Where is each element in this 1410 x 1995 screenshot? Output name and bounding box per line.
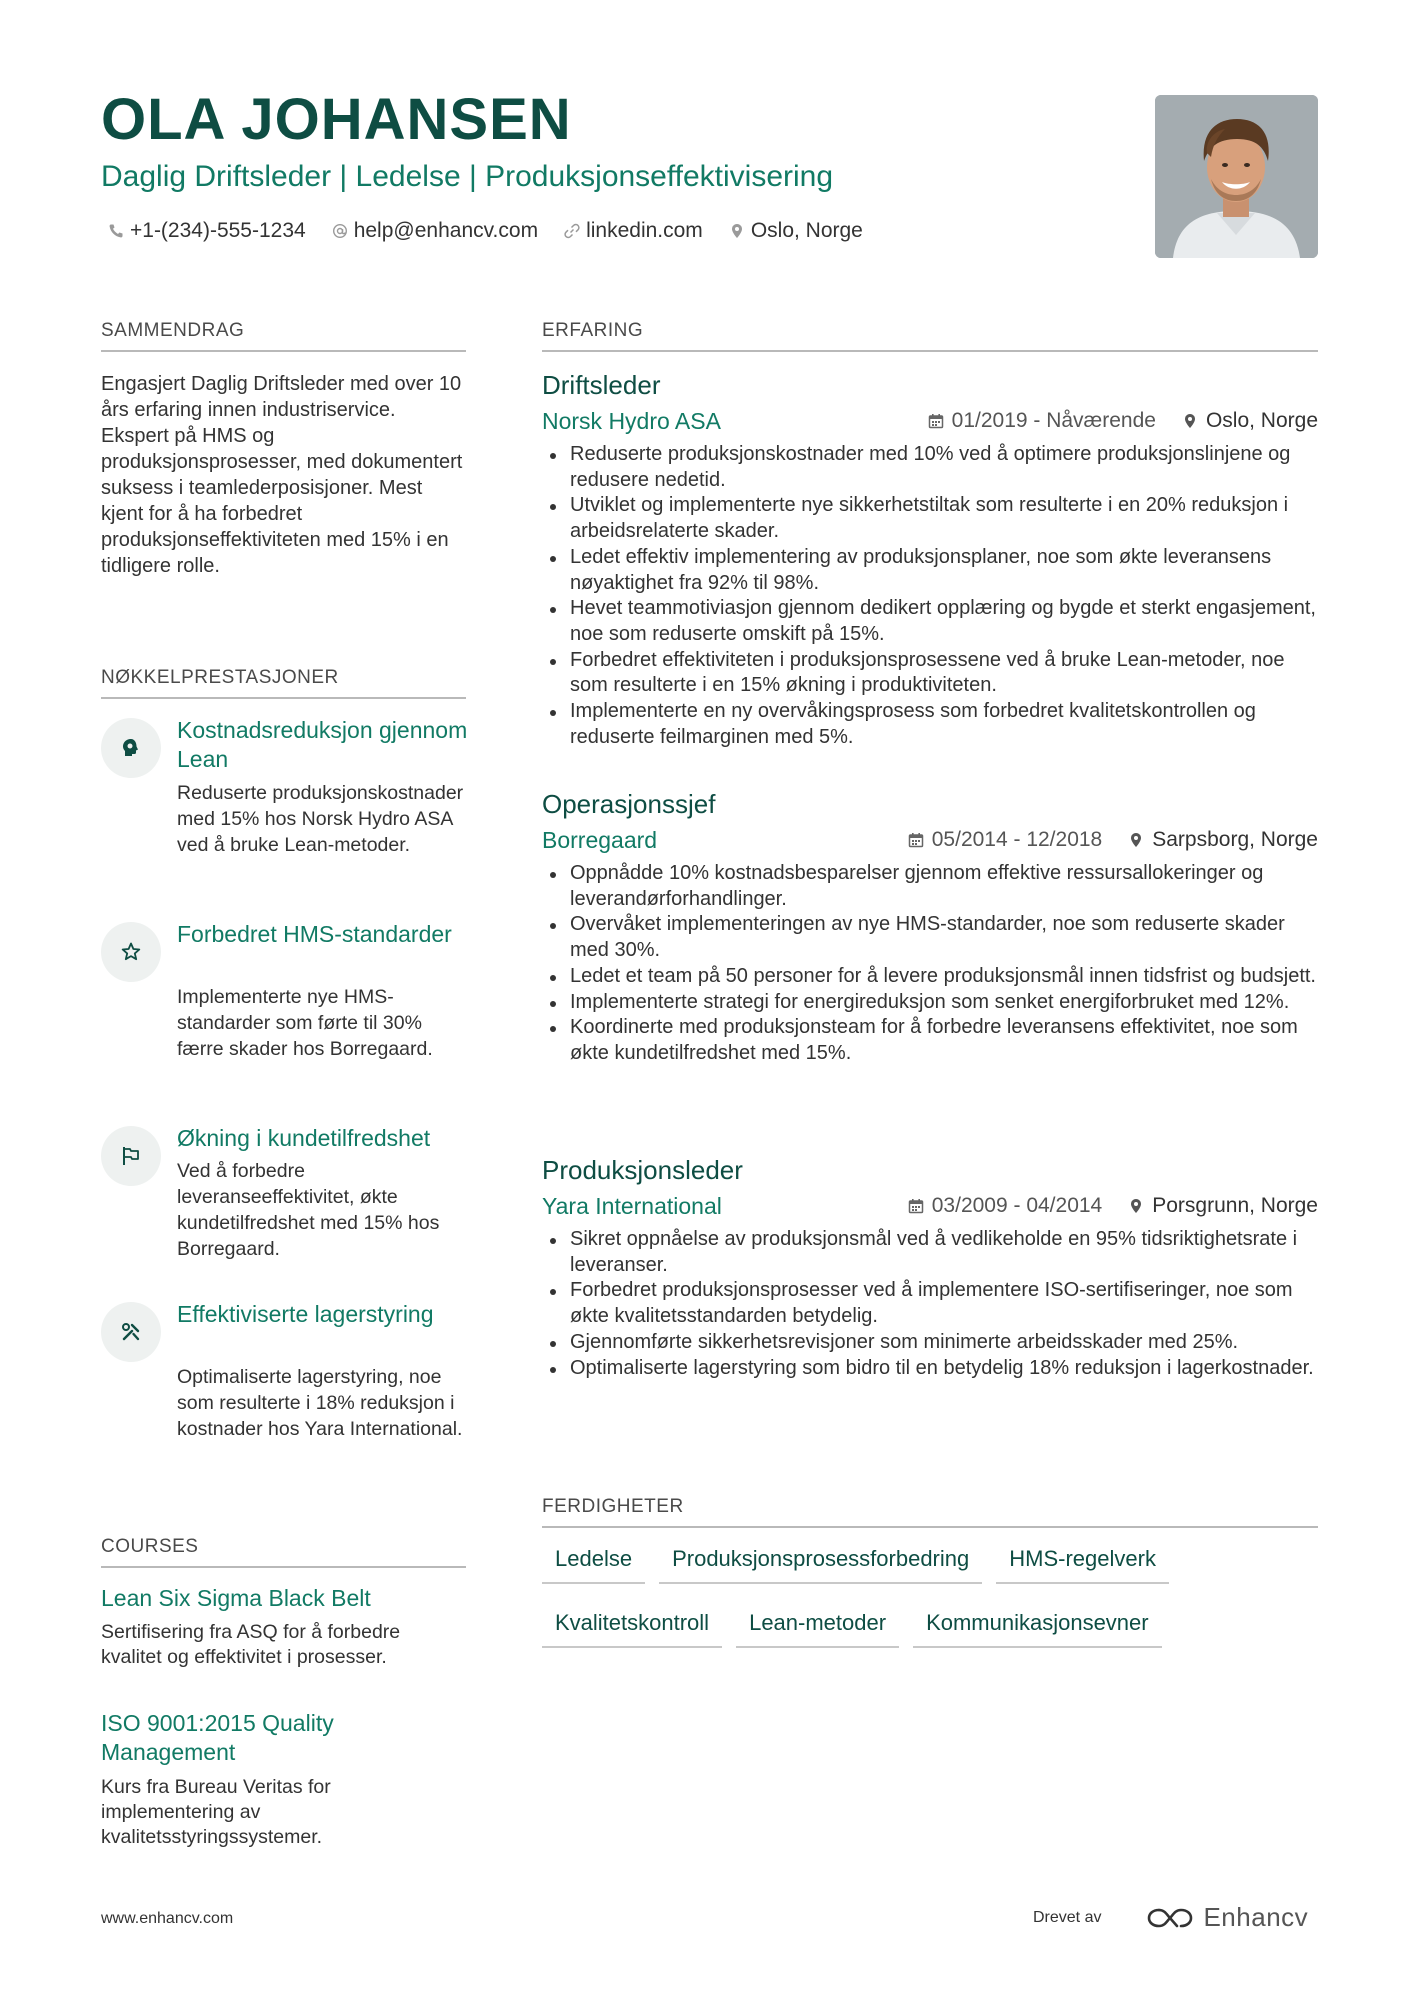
calendar-icon (928, 413, 944, 429)
brand-logo[interactable] (1147, 1902, 1308, 1933)
skill-tag: Kvalitetskontroll (542, 1604, 722, 1648)
bullet-item: Utviklet og implementerte nye sikkerhetstiltak som resulterte i en 20% reduksjon i arbeidsrelaterte skader. (542, 493, 1318, 544)
location-pin-icon (729, 223, 745, 239)
course-desc: Kurs fra Bureau Veritas for implementering av kvalitetsstyringssystemer. (101, 1776, 331, 1848)
achievement-title: Kostnadsreduksjon gjennom Lean (177, 717, 468, 772)
job-dates: 01/2019 - Nåværende (951, 409, 1156, 432)
bullet-item: Sikret oppnåelse av produksjonsmål ved å vedlikeholde en 95% tidsriktighetsrate i leveranser. (542, 1227, 1318, 1278)
job-location: Oslo, Norge (1205, 409, 1318, 432)
bullet-item: Overvåket implementeringen av nye HMS-standarder, noe som reduserte skader med 30%. (542, 912, 1318, 963)
skill-tag: HMS-regelverk (996, 1540, 1169, 1584)
summary-heading: SAMMENDRAG (101, 320, 466, 352)
job-company: Norsk Hydro ASA (542, 408, 721, 434)
job-bullets (542, 442, 1318, 750)
achievement-item (101, 1300, 466, 1470)
calendar-icon (908, 1198, 924, 1214)
bullet-item: Implementerte en ny overvåkingsprosess som forbedret kvalitetskontrollen og reduserte feilmarginen med 5%. (542, 699, 1318, 750)
bullet-item: Implementerte strategi for energireduksjon som senket energiforbruket med 12%. (542, 990, 1318, 1016)
contact-linkedin[interactable] (564, 219, 703, 243)
profile-photo (1155, 95, 1318, 258)
brand-name: Enhancv (1203, 1902, 1309, 1932)
powered-by-label: Drevet av (1033, 1908, 1102, 1926)
location-text: Oslo, Norge (750, 219, 863, 242)
bullet-item: Reduserte produksjonskostnader med 10% ved å optimere produksjonslinjene og redusere nedetid. (542, 442, 1318, 493)
course-title: ISO 9001:2015 Quality Management (101, 1710, 334, 1765)
course-desc: Sertifisering fra ASQ for å forbedre kvalitet og effektivitet i prosesser. (101, 1621, 401, 1668)
bullet-item: Ledet effektiv implementering av produksjonsplaner, noe som økte leveransens nøyaktighet fra 92% til 98%. (542, 545, 1318, 596)
achievement-desc: Optimaliserte lagerstyring, noe som resulterte i 18% reduksjon i kostnader hos Yara International. (177, 1366, 463, 1440)
phone-icon (108, 223, 124, 239)
skill-tag: Kommunikasjonsevner (913, 1604, 1162, 1648)
job-bullets (542, 861, 1318, 1067)
link-icon (564, 223, 580, 239)
achievement-desc: Implementerte nye HMS-standarder som førte til 30% færre skader hos Borregaard. (177, 986, 433, 1060)
achievements-heading: NØKKELPRESTASJONER (101, 667, 466, 699)
job-title: Produksjonsleder (542, 1155, 743, 1185)
footer-branding (1033, 1902, 1308, 1933)
candidate-headline: Daglig Driftsleder | Ledelse | Produksjonseffektivisering (101, 160, 834, 193)
job-entry (542, 789, 1318, 1119)
contact-phone[interactable] (108, 219, 306, 243)
avatar-illustration (1155, 95, 1318, 258)
skill-tag: Ledelse (542, 1540, 645, 1584)
achievement-item (101, 716, 466, 886)
job-title: Driftsleder (542, 370, 661, 400)
location-pin-icon (1182, 413, 1198, 429)
courses-heading: COURSES (101, 1536, 466, 1568)
bullet-item: Hevet teammotiviasjon gjennom dedikert opplæring og bygde et sterkt engasjement, noe som reduserte omskift på 15%. (542, 596, 1318, 647)
linkedin-text: linkedin.com (586, 219, 703, 242)
contact-location (729, 219, 863, 243)
at-icon (332, 223, 348, 239)
contact-email[interactable] (332, 219, 538, 243)
job-dates: 03/2009 - 04/2014 (931, 1194, 1103, 1217)
achievement-desc: Reduserte produksjonskostnader med 15% hos Norsk Hydro ASA ved å bruke Lean-metoder. (177, 782, 464, 856)
skills-list (542, 1540, 1318, 1668)
achievement-title: Effektiviserte lagerstyring (177, 1301, 434, 1327)
achievement-title: Forbedret HMS-standarder (177, 921, 452, 947)
candidate-name: OLA JOHANSEN (101, 87, 572, 152)
skill-tag: Lean-metoder (736, 1604, 899, 1648)
bullet-item: Koordinerte med produksjonsteam for å forbedre leveransens effektivitet, noe som økte kundetilfredshet med 15%. (542, 1015, 1318, 1066)
job-title: Operasjonssjef (542, 789, 716, 819)
summary-text: Engasjert Daglig Driftsleder med over 10 års erfaring innen industriservice. Ekspert på HMS og produksjonsprosesser, med dokumentert suksess i teamlederposisjoner. Mest kjent for å ha forbedret produksjonseffektiviteten med 15% i en tidligere rolle. (101, 373, 463, 577)
job-company: Yara International (542, 1193, 722, 1219)
job-location: Sarpsborg, Norge (1152, 828, 1318, 851)
calendar-icon (908, 832, 924, 848)
job-company: Borregaard (542, 827, 658, 853)
bullet-item: Forbedret produksjonsprosesser ved å implementere ISO-sertifiseringer, noe som økte kvalitetsstandarden betydelig. (542, 1278, 1318, 1329)
experience-heading: ERFARING (542, 320, 1318, 352)
bullet-item: Optimaliserte lagerstyring som bidro til en betydelig 18% reduksjon i lagerkostnader. (542, 1356, 1318, 1382)
achievement-item (101, 920, 466, 1090)
brain-icon (119, 736, 143, 760)
achievement-desc: Ved å forbedre leveranseeffektivitet, økte kundetilfredshet med 15% hos Borregaard. (177, 1160, 440, 1260)
job-location: Porsgrunn, Norge (1152, 1194, 1318, 1217)
bullet-item: Ledet et team på 50 personer for å levere produksjonsmål innen tidsfrist og budsjett. (542, 964, 1318, 990)
footer-website[interactable]: www.enhancv.com (101, 1910, 234, 1927)
job-entry (542, 1155, 1318, 1445)
skills-heading: FERDIGHETER (542, 1496, 1318, 1528)
enhancv-logo-icon (1147, 1906, 1193, 1930)
job-bullets (542, 1227, 1318, 1381)
email-text: help@enhancv.com (353, 219, 539, 242)
location-pin-icon (1128, 832, 1144, 848)
location-pin-icon (1128, 1198, 1144, 1214)
bullet-item: Gjennomførte sikkerhetsrevisjoner som minimerte arbeidsskader med 25%. (542, 1330, 1318, 1356)
bullet-item: Oppnådde 10% kostnadsbesparelser gjennom effektive ressursallokeringer og leverandørforhandlinger. (542, 861, 1318, 912)
phone-text: +1-(234)-555-1234 (130, 219, 306, 242)
contact-bar (108, 219, 863, 243)
course-title: Lean Six Sigma Black Belt (101, 1585, 371, 1611)
job-dates: 05/2014 - 12/2018 (931, 828, 1103, 851)
job-entry (542, 370, 1318, 755)
bullet-item: Forbedret effektiviteten i produksjonsprosessene ved å bruke Lean-metoder, noe som resulterte i en 15% økning i produktiviteten. (542, 648, 1318, 699)
achievement-item (101, 1124, 466, 1274)
skill-tag: Produksjonsprosessforbedring (659, 1540, 982, 1584)
achievement-title: Økning i kundetilfredshet (177, 1125, 431, 1151)
star-icon (119, 940, 143, 964)
tools-icon (119, 1320, 143, 1344)
flag-icon (119, 1144, 143, 1168)
